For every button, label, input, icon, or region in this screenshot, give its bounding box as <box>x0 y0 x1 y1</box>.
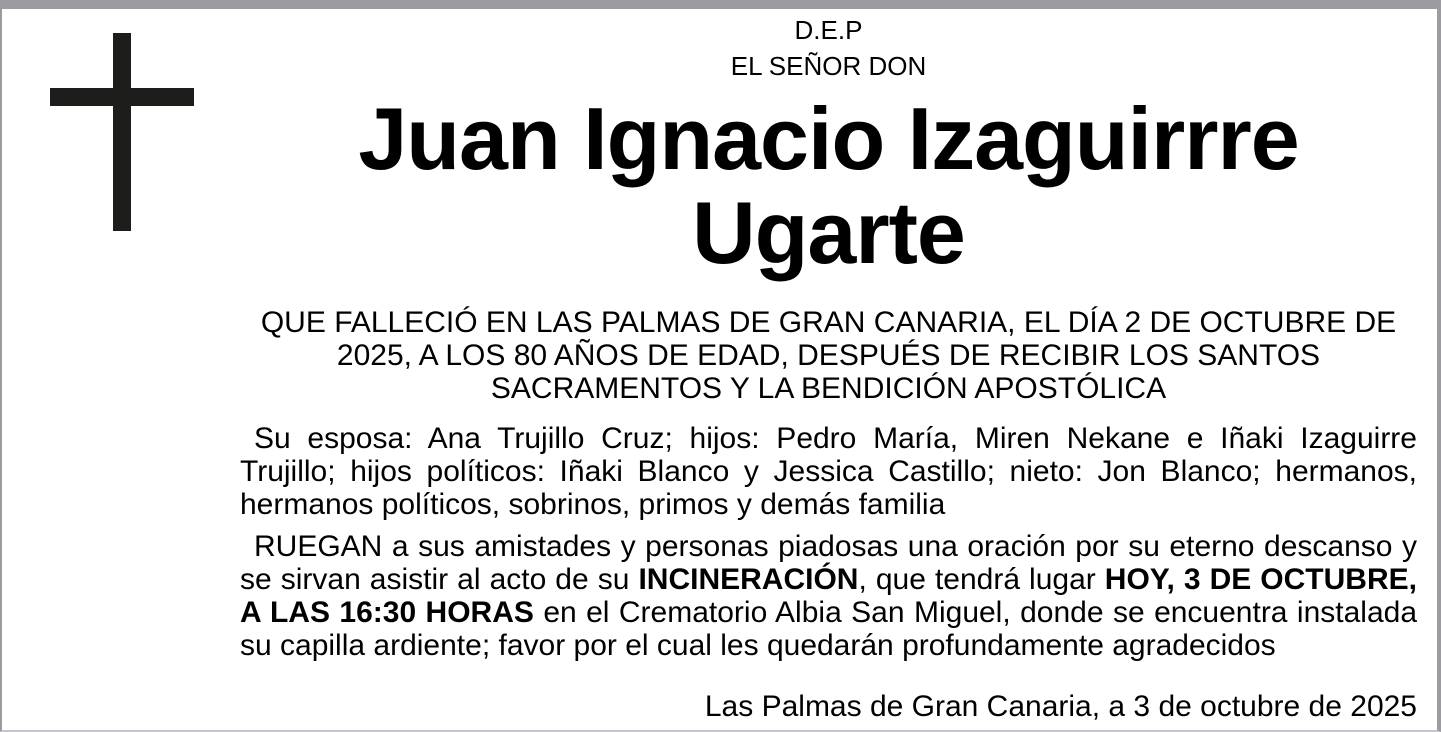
deceased-name-line1: Juan Ignacio Izaguirrre <box>358 89 1299 188</box>
family-paragraph: Su esposa: Ana Trujillo Cruz; hijos: Pedro María, Miren Nekane e Iñaki Izaguirre Trujillo; hijos políticos: Iñaki Blanco y Jessica Castillo; nieto: Jon Blanco; hermanos, hermanos políticos, sobrinos, primos y demás familia <box>240 422 1417 521</box>
deceased-name-line2: Ugarte <box>692 183 965 282</box>
cross-horizontal-bar <box>50 88 194 106</box>
place-date-line: Las Palmas de Gran Canaria, a 3 de octubre de 2025 <box>704 690 1417 723</box>
cross-vertical-bar <box>113 33 131 231</box>
request-paragraph: RUEGAN a sus amistades y personas piadosas una oración por su eterno descanso y se sirvan asistir al acto de su INCINERACIÓN, que tendrá lugar HOY, 3 DE OCTUBRE, A LAS 16:30 HORAS en el Crematorio Albia San Miguel, donde se encuentra instalada su capilla ardiente; favor por el cual les quedarán profundamente agradecidos <box>240 530 1418 662</box>
dep-abbreviation: D.E.P <box>794 15 863 45</box>
honorific-title: EL SEÑOR DON <box>730 51 927 81</box>
death-notice-paragraph: QUE FALLECIÓ EN LAS PALMAS DE GRAN CANARIA, EL DÍA 2 DE OCTUBRE DE 2025, A LOS 80 AÑOS DE EDAD, DESPUÉS DE RECIBIR LOS SANTOS SACRAMENTOS Y LA BENDICIÓN APOSTÓLICA <box>260 306 1397 405</box>
notice-content <box>240 9 1417 723</box>
deceased-name <box>240 89 1417 282</box>
